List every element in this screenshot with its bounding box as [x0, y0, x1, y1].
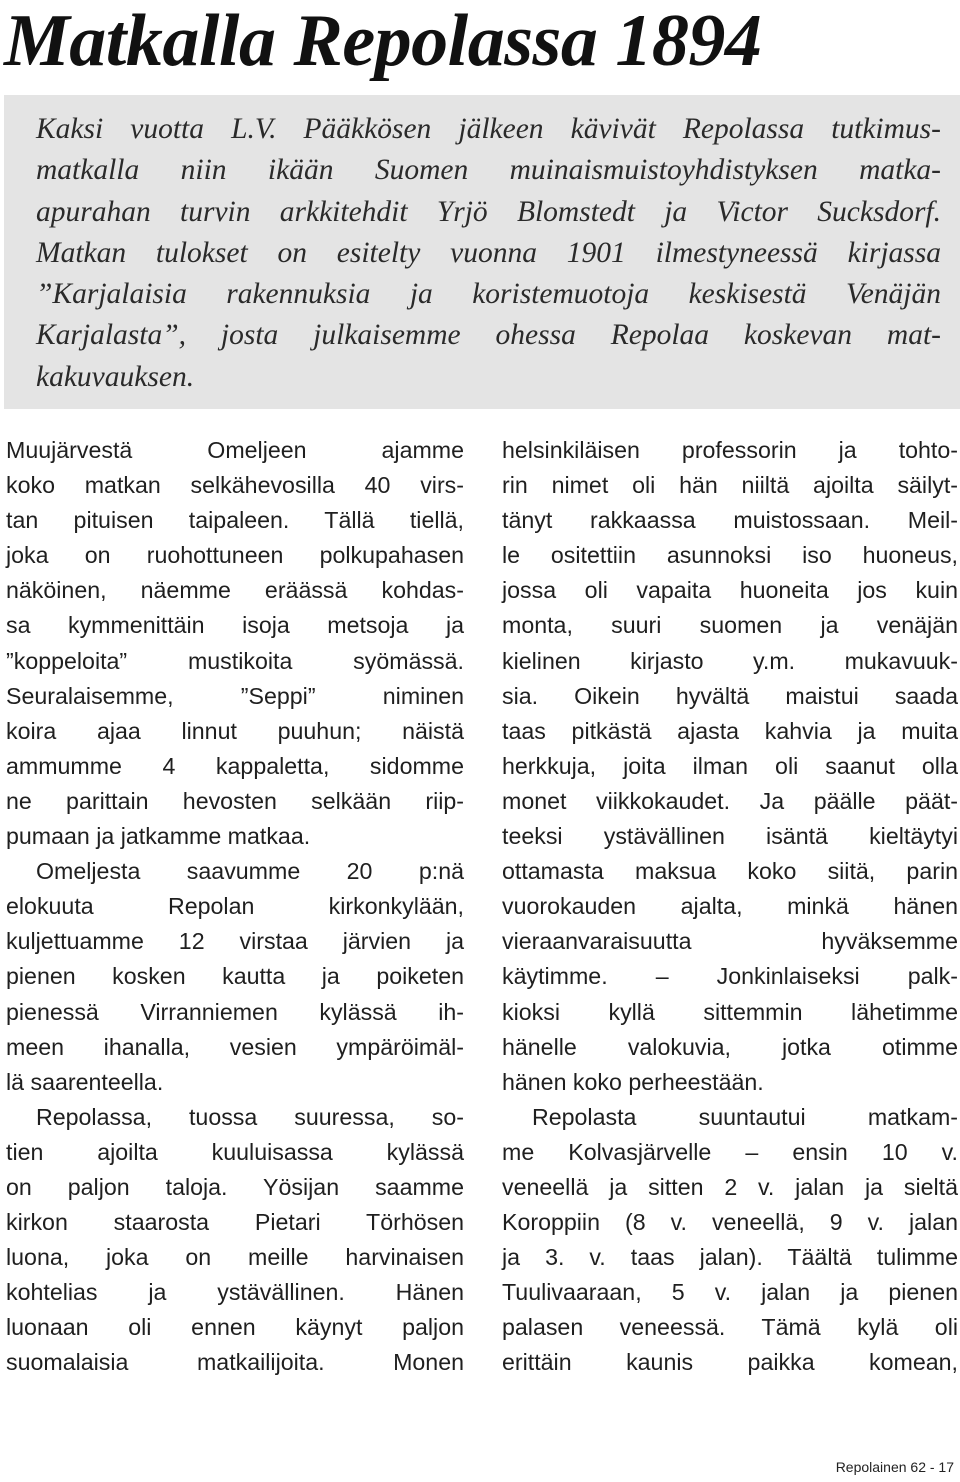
body-line: ammumme 4 kappaletta, sidomme	[6, 752, 464, 779]
left-column	[6, 433, 464, 1381]
body-line: veneellä ja sitten 2 v. jalan ja sieltä	[502, 1173, 958, 1200]
lead-box	[4, 95, 960, 409]
body-line: helsinkiläisen professorin ja tohto-	[502, 437, 958, 463]
body-line: tan pituisen taipaleen. Tällä tiellä,	[6, 507, 464, 534]
body-line: pumaan ja jatkamme matkaa.	[6, 823, 311, 850]
body-line: joka on ruohottuneen polkupahasen	[6, 542, 464, 569]
right-column	[502, 433, 958, 1381]
article-title: Matkalla Repolassa 1894	[4, 0, 762, 82]
body-line: pienessä Virranniemen kylässä ih-	[6, 998, 464, 1025]
body-line: suomalaisia matkailijoita. Monen	[6, 1349, 464, 1376]
lead-paragraph	[36, 109, 941, 398]
body-line: lä saarenteella.	[6, 1068, 164, 1095]
body-line: monta, suuri suomen ja venäjän	[502, 612, 958, 639]
lead-line: Karjalasta”, josta julkaisemme ohessa Repolaa koskevan mat-	[36, 319, 941, 352]
body-line: sia. Oikein hyvältä maistui saada	[502, 682, 958, 709]
body-line: vieraanvaraisuutta hyväksemme	[502, 928, 958, 955]
lead-line: Matkan tulokset on esitelty vuonna 1901 ilmestyneessä kirjassa	[36, 236, 941, 269]
body-line: luona, joka on meille harvinaisen	[6, 1244, 464, 1271]
body-line: sa kymmenittäin isoja metsoja ja	[6, 612, 464, 639]
body-line: Repolassa, tuossa suuressa, so-	[36, 1103, 464, 1130]
body-line: Muujärvestä Omeljeen ajamme	[6, 437, 464, 463]
body-line: kuljettuamme 12 virstaa järvien ja	[6, 928, 464, 955]
body-line: hänen koko perheestään.	[502, 1068, 764, 1095]
body-line: jossa oli vapaita huoneita jos kuin	[502, 577, 958, 604]
body-line: Seuralaisemme, ”Seppi” niminen	[6, 682, 464, 709]
body-line: käytimme. – Jonkinlaiseksi palk-	[502, 963, 958, 990]
body-line: koira ajaa linnut puuhun; näistä	[6, 717, 464, 744]
body-line: palasen veneessä. Tämä kylä oli	[502, 1314, 958, 1341]
lead-line: Kaksi vuotta L.V. Pääkkösen jälkeen kävivät Repolassa tutkimus-	[36, 113, 941, 145]
body-line: erittäin kaunis paikka komean,	[502, 1349, 958, 1376]
body-line: meen ihanalla, vesien ympäröimäl-	[6, 1033, 464, 1060]
lead-line: ”Karjalaisia rakennuksia ja koristemuotoja keskisestä Venäjän	[36, 278, 941, 311]
body-line: me Kolvasjärvelle – ensin 10 v.	[502, 1138, 958, 1165]
lead-line: apurahan turvin arkkitehdit Yrjö Blomstedt ja Victor Sucksdorf.	[36, 195, 941, 228]
body-line: monet viikkokaudet. Ja päälle päät-	[502, 787, 958, 814]
body-line: ottamasta maksua koko siitä, parin	[502, 858, 958, 885]
lead-line: matkalla niin ikään Suomen muinaismuistoyhdistyksen matka-	[36, 154, 941, 187]
page-footer: Repolainen 62 - 17	[835, 1459, 954, 1475]
body-line: kohtelias ja ystävällinen. Hänen	[6, 1279, 464, 1306]
body-line: le ositettiin asunnoksi iso huoneus,	[502, 542, 958, 569]
body-line: koko matkan selkähevosilla 40 virs-	[6, 472, 464, 499]
body-line: tien ajoilta kuuluisassa kylässä	[6, 1138, 464, 1165]
body-line: pienen kosken kautta ja poiketen	[6, 963, 464, 990]
body-line: elokuuta Repolan kirkonkylään,	[6, 893, 464, 920]
body-line: taas pitkästä ajasta kahvia ja muita	[502, 717, 958, 744]
body-line: Omeljesta saavumme 20 p:nä	[36, 858, 464, 885]
body-line: rin nimet oli hän niiltä ajoilta säilyt-	[502, 472, 958, 499]
body-line: kioksi kyllä sittemmin lähetimme	[502, 998, 958, 1025]
body-line: näköinen, näemme eräässä kohdas-	[6, 577, 464, 604]
body-line: hänelle valokuvia, jotka otimme	[502, 1033, 958, 1060]
body-line: luonaan oli ennen käynyt paljon	[6, 1314, 464, 1341]
body-line: vuorokauden ajalta, minkä hänen	[502, 893, 958, 920]
body-line: Repolasta suuntautui matkam-	[532, 1103, 958, 1130]
body-line: herkkuja, joita ilman oli saanut olla	[502, 752, 958, 779]
body-line: Koroppiin (8 v. veneellä, 9 v. jalan	[502, 1209, 958, 1236]
body-line: ”koppeloita” mustikoita syömässä.	[6, 647, 464, 674]
body-line: ne parittain hevosten selkään riip-	[6, 787, 464, 814]
body-line: on paljon taloja. Yösijan saamme	[6, 1173, 464, 1200]
lead-line: kakuvauksen.	[36, 360, 195, 393]
body-line: kielinen kirjasto y.m. mukavuuk-	[502, 647, 958, 674]
body-line: teeksi ystävällinen isäntä kieltäytyi	[502, 823, 958, 850]
body-line: tänyt rakkaassa muistossaan. Meil-	[502, 507, 958, 534]
body-line: Tuulivaaraan, 5 v. jalan ja pienen	[502, 1279, 958, 1306]
body-line: ja 3. v. taas jalan). Täältä tulimme	[502, 1244, 958, 1271]
body-line: kirkon staarosta Pietari Törhösen	[6, 1209, 464, 1236]
